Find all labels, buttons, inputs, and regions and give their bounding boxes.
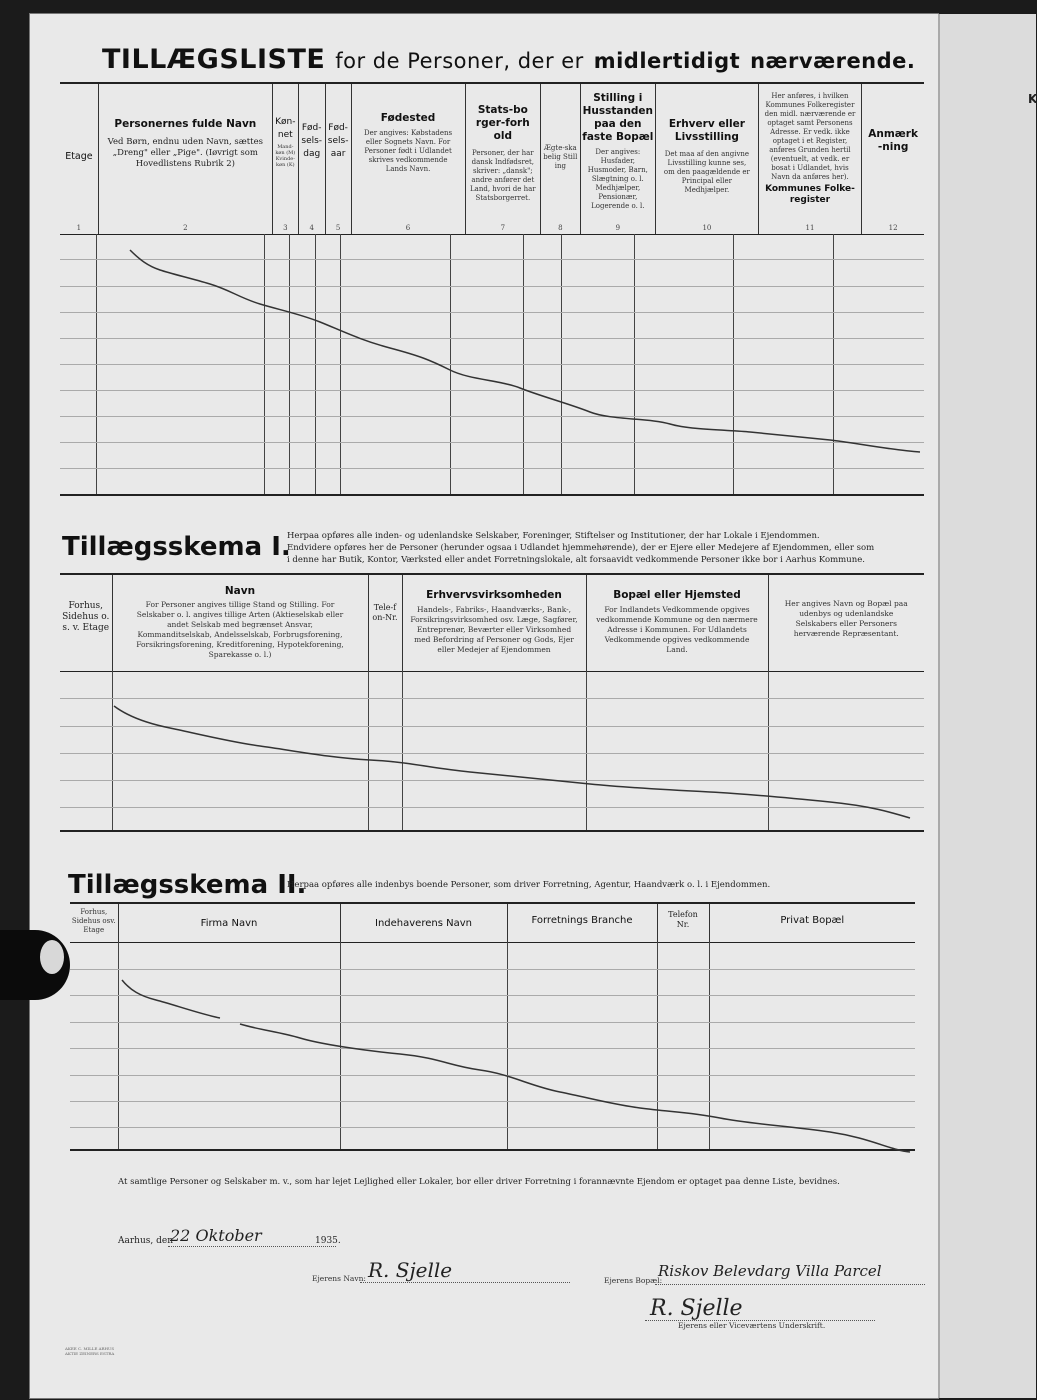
skema1-description: [287, 530, 927, 566]
skema1-col-representative-note: Her angives Navn og Bopæl paa udenbys og udenlandske Selskabers eller Personers herværende Repræsentant.: [784, 599, 908, 638]
col-remarks-heading: Anmærk-ning: [868, 128, 918, 153]
col-marital-note: Ægte-skabelig Stilling: [543, 144, 578, 170]
skema2-col-address: [709, 904, 915, 942]
skema1-col-residence-note: For Indlandets Vedkommende opgives vedkommende Kommune og den nærmere Adresse i Kommunen. For Udlandets Vedkommende opgives vedkommende Land.: [596, 605, 758, 654]
skema2-col-firm: [118, 904, 340, 942]
skema1-col-business-heading: Erhvervsvirksomheden: [426, 589, 562, 601]
signature: R. Sjelle: [650, 1296, 743, 1321]
col-num: 2: [183, 224, 188, 232]
col-num: 8: [558, 224, 563, 232]
date-line: [118, 1236, 173, 1246]
date-underline: [168, 1246, 336, 1247]
owner-name-label: Ejerens Navn:: [312, 1274, 366, 1283]
col-occupation-note: Det maa af den angivne Livsstilling kunne ses, om den paagældende er Principal eller Medhjælper.: [663, 150, 750, 194]
skema2-header-rule: [70, 942, 915, 943]
date-handwritten: 22 Oktober: [170, 1226, 262, 1245]
col-num: 11: [805, 224, 815, 232]
city-label: Aarhus,: [118, 1236, 154, 1246]
skema1-desc-3: i denne har Butik, Kontor, Værksted eller andet Forretningslokale, alt forsaavidt vedkommende Personer ikke bor i Aarhus Kommune.: [287, 555, 865, 565]
title-rest-2: nærværende.: [750, 49, 916, 73]
signature-label: Ejerens eller Viceværtens Underskrift.: [678, 1321, 826, 1330]
skema2-description: Herpaa opføres alle indenbys boende Personer, som driver Forretning, Agentur, Haandværk o. l. i Ejendommen.: [287, 880, 771, 890]
col-num: 9: [615, 224, 621, 232]
skema1-col-etage-note: Forhus, Sidehus o. s. v. Etage: [62, 601, 110, 633]
year-label: 1935.: [315, 1236, 341, 1246]
den-label: den: [156, 1236, 174, 1246]
col-etage-heading: Etage: [65, 151, 93, 162]
skema1-desc-2: Endvidere opføres her de Personer (herunder ogsaa i Udlandet hjemmehørende), der er Ejere eller Medejere af Ejendommen, eller som: [287, 543, 875, 553]
col-num: 5: [335, 224, 341, 232]
col-household-note: Der angives: Husfader, Husmoder, Barn, Slægtning o. l. Medhjælper, Pensionær, Logerende o. l.: [587, 148, 648, 210]
skema2-col-address-label: Privat Bopæl: [780, 915, 845, 926]
owner-address-label: Ejerens Bopæl:: [604, 1276, 663, 1285]
col-gender-heading: Køn-net: [275, 117, 296, 140]
skema1-desc-1: Herpaa opføres alle inden- og udenlandske Selskaber, Foreninger, Stiftelser og Institutioner, der har Lokale i Ejendommen.: [287, 531, 820, 541]
col-occupation-heading: Erhverv eller Livsstilling: [668, 118, 745, 143]
col-num: 12: [888, 224, 898, 232]
skema1-col-business-note: Handels-, Fabriks-, Haandværks-, Bank-, Forsikringsvirksomhed osv. Læge, Sagfører, Entreprenør, Beværter eller Virksomhed med Befordring af Personer og Gods, Ejer eller Medejer af Ejendommen: [410, 605, 578, 654]
col-num: 4: [309, 224, 314, 232]
col-citizenship-heading: Stats-borger-forhold: [475, 104, 530, 142]
skema2-strikethrough-line: [30, 954, 938, 1154]
adjacent-page: [938, 14, 1036, 1398]
skema2-col-branch-label: Forretnings Branche: [531, 915, 633, 926]
col-register-heading: Kommunes Folke-register: [765, 184, 855, 205]
col-num: 1: [76, 224, 82, 232]
skema2-col-owner: [340, 904, 507, 942]
owner-address: Riskov Belevdarg Villa Parcel: [658, 1262, 882, 1280]
skema2-col-phone: [657, 904, 709, 942]
skema2-header: [70, 904, 915, 942]
printer-mark: AKEE C. MILLE ARHUS AKTIE ZEINERS ESTRA: [65, 1346, 115, 1356]
skema1-col-residence-heading: Bopæl eller Hjemsted: [613, 589, 741, 601]
declaration-text: At samtlige Personer og Selskaber m. v., som har lejet Lejlighed eller Lokaler, bor eller driver Forretning i forannævnte Ejendom er optaget paa denne Liste, bevidnes.: [118, 1177, 840, 1187]
skema1-col-phone-note: Tele-fon-Nr.: [372, 603, 398, 622]
title-main: TILLÆGSLISTE: [102, 44, 326, 75]
col-household-heading: Stilling i Husstanden paa den faste Bopæl: [582, 92, 654, 143]
col-register-note: Her anføres, i hvilken Kommunes Folkeregister den midl. nærværende er optaget samt Personens Adresse. Er vedk. ikke optaget i et Register, anføres Grunden hertil (eventuelt, at vedk. er bosat i Udlandet, hvis Navn da anføres her).: [764, 92, 856, 181]
col-birthplace-heading: Fødested: [380, 112, 436, 124]
title-bold: midlertidigt: [593, 49, 741, 73]
col-gender-note: Mand-køn (M) Kvinde-køn (K): [275, 144, 296, 168]
skema1-col-name-heading: Navn: [224, 585, 256, 597]
col-birthyear-heading: Fød-sels-aar: [327, 123, 349, 159]
skema1-col-name-note: For Personer angives tillige Stand og Stilling. For Selskaber o. l. angives tillige Arten (Aktieselskab eller andet Selskab med begrænset Ansvar, Kommanditselskab, Andelsselskab, Forbrugsforening, Forsikringsforening, Kreditforening, Hypotekforening, Sparekasse o. l.): [136, 600, 344, 659]
col-citizenship-note: Personer, der har dansk Indfødsret, skriver: „dansk"; andre anfører det Land, hvori de har Statsborgerret.: [470, 149, 536, 202]
skema2-col-branch: [507, 904, 657, 942]
col-num: 10: [702, 224, 712, 232]
skema2-col-phone-label: Telefon Nr.: [668, 910, 698, 929]
skema1-title: Tillægsskema I.: [62, 532, 291, 562]
col-num: 6: [405, 224, 411, 232]
form-page: [30, 14, 938, 1398]
skema2-col-etage-label: Forhus, Sidehus osv. Etage: [71, 908, 116, 934]
skema1-strikethrough-line: [30, 654, 938, 834]
col-name-heading: Personernes fulde Navn: [114, 118, 257, 130]
skema2-col-firm-label: Firma Navn: [200, 918, 258, 929]
col-name-note: Ved Børn, endnu uden Navn, sættes „Dreng" eller „Pige". (Iøvrigt som Hovedlistens Rubrik 2): [107, 137, 263, 169]
skema2-col-etage: [70, 904, 118, 942]
col-num: 7: [500, 224, 506, 232]
owner-address-underline: [655, 1284, 925, 1285]
title-rest-1: for de Personer, der er: [335, 49, 584, 73]
skema2-col-owner-label: Indehaverens Navn: [375, 918, 472, 929]
list-strikethrough-line: [30, 14, 938, 514]
col-birthday-heading: Fød-sels-dag: [301, 123, 323, 159]
adjacent-page-text: K: [1028, 92, 1037, 106]
col-num: 3: [283, 224, 288, 232]
skema2-title: Tillægsskema II.: [68, 870, 307, 900]
thumb-occlusion: [0, 930, 70, 1000]
owner-name-underline: [360, 1282, 570, 1283]
owner-name: R. Sjelle: [368, 1258, 453, 1282]
col-birthplace-note: Der angives: Købstadens eller Sognets Navn. For Personer født i Udlandet skrives vedkommende Lands Navn.: [363, 129, 453, 173]
